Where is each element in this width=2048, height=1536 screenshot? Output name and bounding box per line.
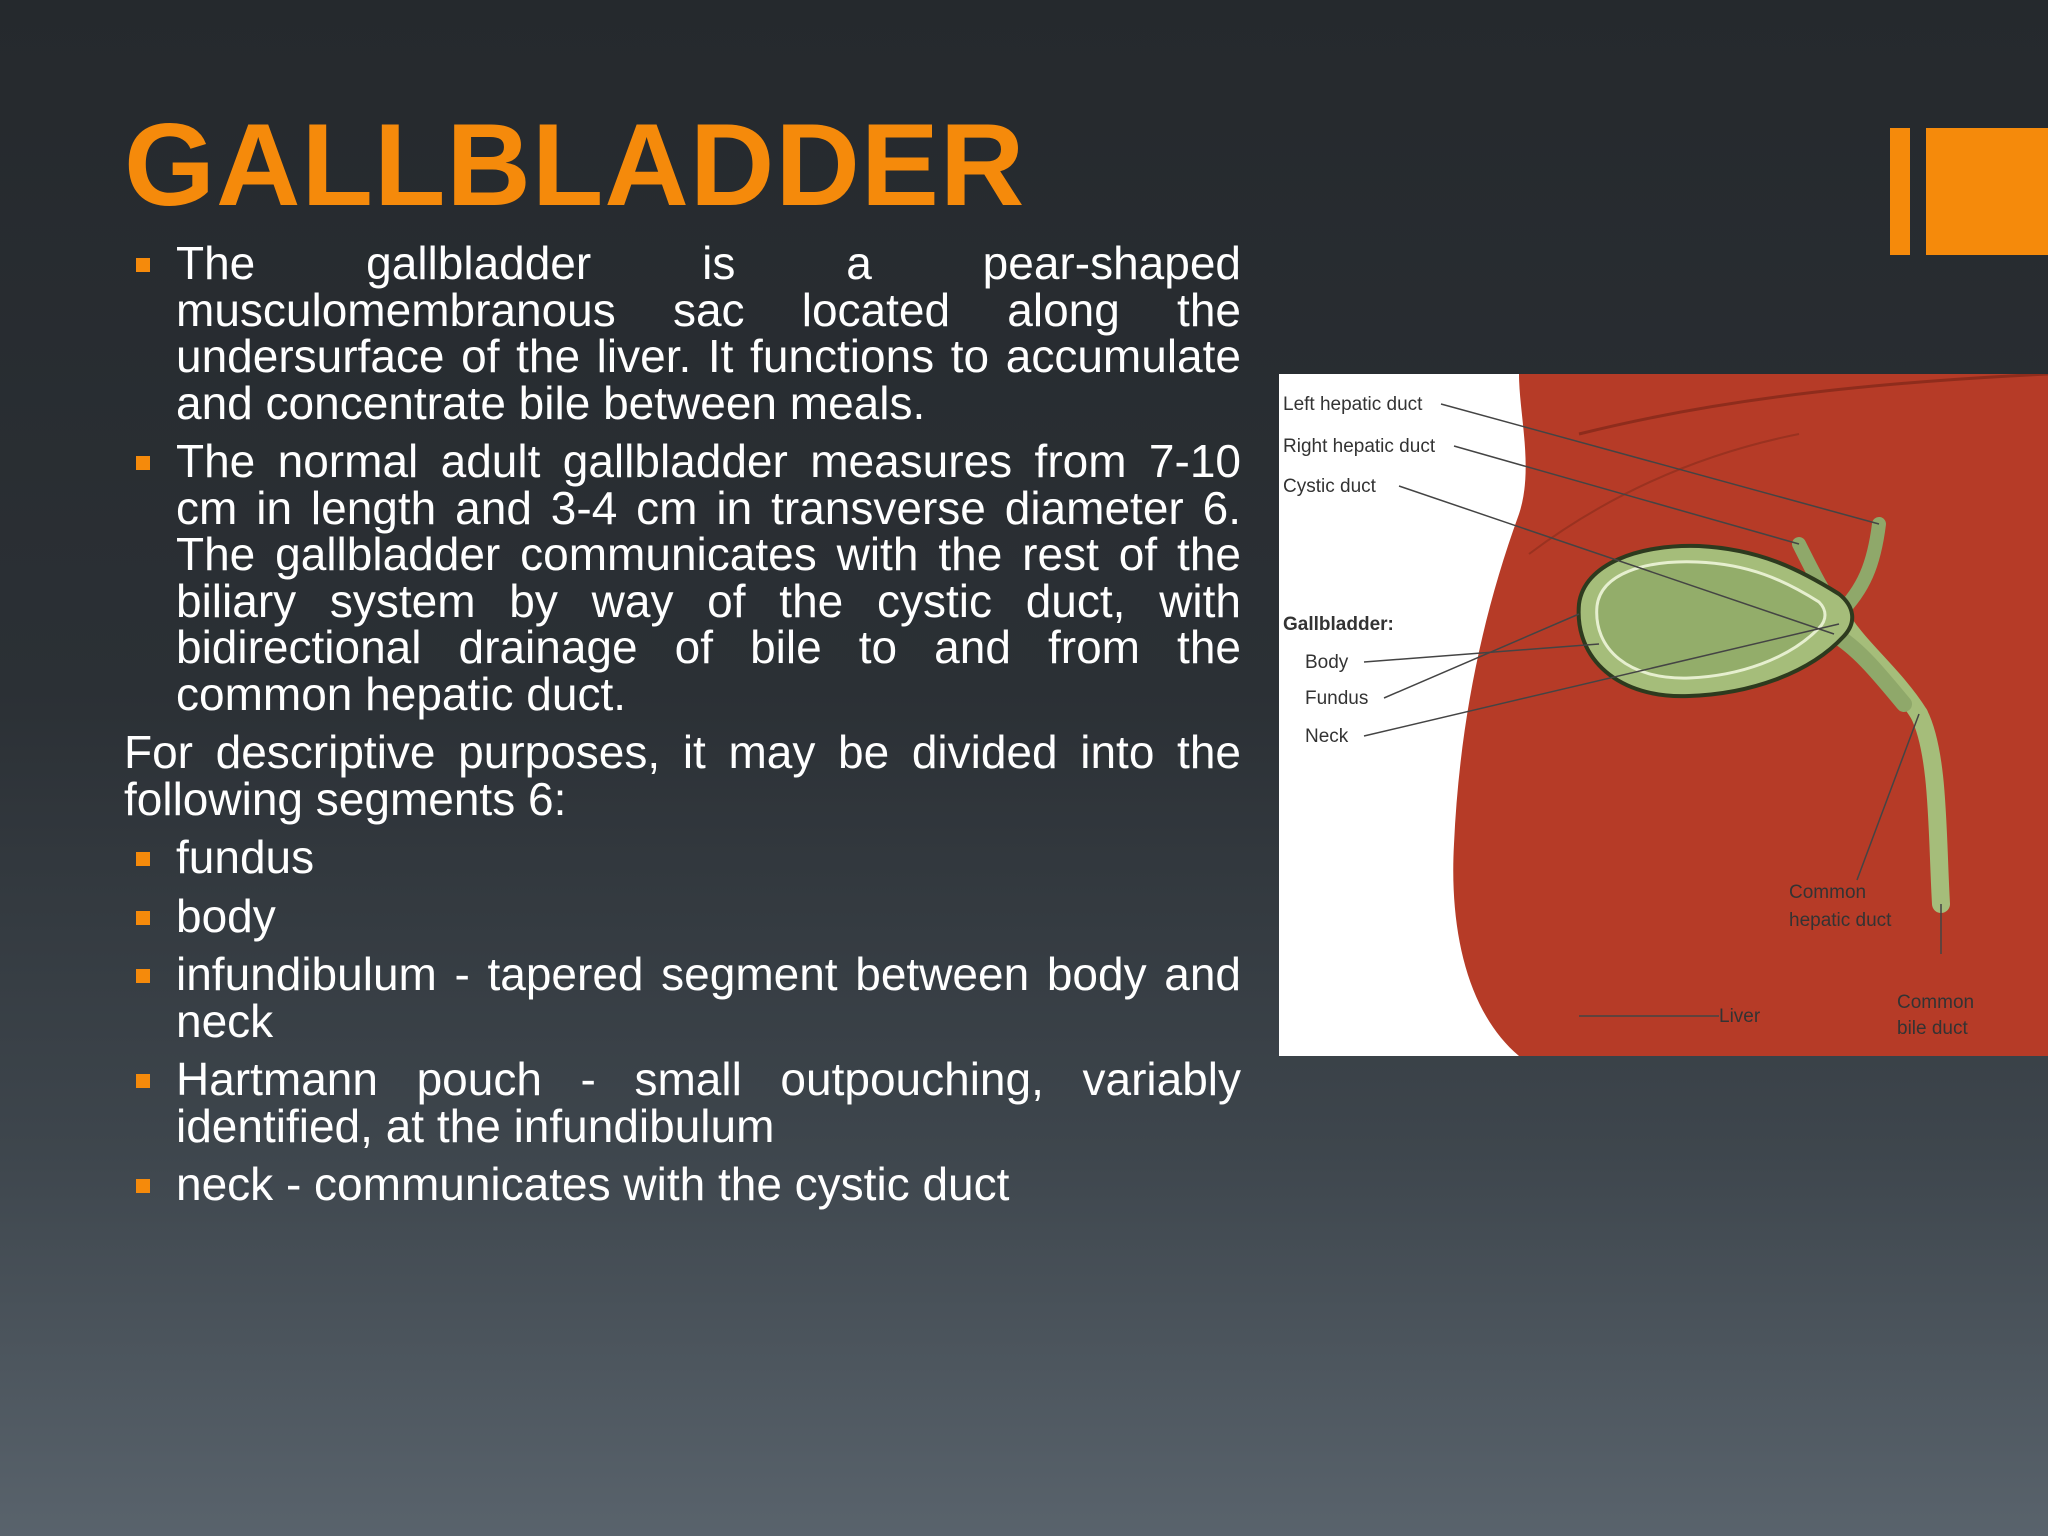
bullet-marker — [136, 1179, 150, 1193]
label-neck: Neck — [1305, 726, 1349, 747]
segment-text: neck - communicates with the cystic duct — [176, 1158, 1010, 1210]
bullet-marker — [136, 852, 150, 866]
bullet-item — [124, 435, 1241, 720]
bullet-marker — [136, 969, 150, 983]
bullet-marker — [136, 258, 150, 272]
bullet-text: The normal adult gallbladder measures from 7-10 cm in length and 3-4 cm in transverse diameter 6. The gallbladder communicates with the rest of the biliary system by way of the cystic duct, with bidirectional drainage of bile to and from the common hepatic duct. — [176, 435, 1241, 720]
accent-block — [1926, 128, 2048, 255]
label-common-bile-1: Common — [1897, 992, 1975, 1013]
bullet-marker — [136, 1074, 150, 1088]
label-liver: Liver — [1719, 1006, 1761, 1027]
label-left-hepatic-duct: Left hepatic duct — [1283, 394, 1423, 415]
segment-text: body — [176, 889, 276, 942]
anatomy-illustration — [1279, 374, 2048, 1056]
label-cystic-duct: Cystic duct — [1283, 476, 1376, 497]
bullet-marker — [136, 456, 150, 470]
label-common-hepatic-1: Common — [1789, 882, 1867, 903]
liver-shape — [1453, 374, 2048, 1056]
bullet-marker — [136, 911, 150, 925]
segment-item — [124, 1158, 1241, 1210]
label-common-hepatic-2: hepatic duct — [1789, 910, 1892, 931]
label-right-hepatic-duct: Right hepatic duct — [1283, 436, 1436, 457]
segment-text: fundus — [176, 831, 315, 883]
slide-title: GALLBLADDER — [124, 99, 1026, 230]
label-body: Body — [1305, 652, 1349, 673]
bullet-item — [124, 237, 1241, 429]
label-fundus: Fundus — [1305, 688, 1369, 709]
segment-text: Hartmann pouch - small outpouching, variably identified, at the infundibulum — [176, 1053, 1241, 1152]
bullet-text: The gallbladder is a pear-shaped musculomembranous sac located along the undersurface of the liver. It functions to accumulate and concentrate bile between meals. — [176, 237, 1241, 429]
label-common-bile-2: bile duct — [1897, 1018, 1968, 1039]
gallbladder-diagram — [1279, 374, 2048, 1056]
segment-item — [124, 1053, 1241, 1152]
segments-intro: For descriptive purposes, it may be divided into the following segments 6: — [124, 726, 1241, 825]
accent-bar — [1890, 128, 1910, 255]
label-gallbladder: Gallbladder: — [1283, 614, 1394, 635]
segment-item — [124, 831, 1241, 883]
segment-item — [124, 948, 1241, 1047]
segment-item — [124, 889, 1241, 942]
segment-text: infundibulum - tapered segment between body and neck — [176, 948, 1241, 1047]
slide-content — [124, 237, 1241, 1220]
